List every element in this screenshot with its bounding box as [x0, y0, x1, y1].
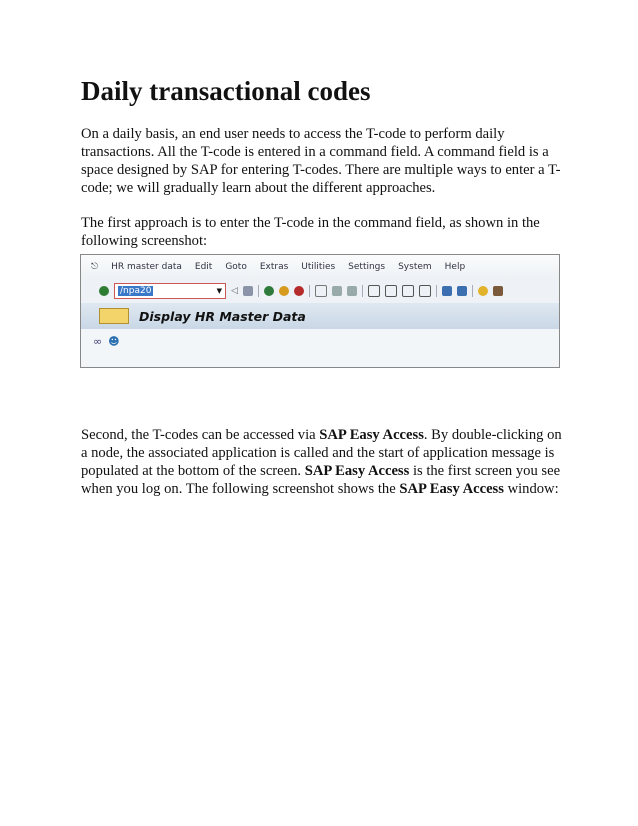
last-page-icon — [419, 285, 431, 297]
text-segment: is the first screen you see when you log on. The following screenshot shows the — [81, 463, 561, 497]
new-session-icon — [442, 286, 452, 296]
paragraph: The first approach is to enter the T-code in the command field, as shown in the following screenshot: — [81, 215, 540, 249]
text-segment: window: — [503, 481, 559, 497]
cancel-icon — [294, 286, 304, 296]
text-segment: . By double-clicking on a node, the associated application is called and the start of application message is populated at the bottom of the screen. — [81, 427, 562, 479]
screen-title: Display HR Master Data — [139, 308, 306, 324]
menu-item: Settings — [348, 262, 386, 272]
paragraph: On a daily basis, an end user needs to access the T-code to perform daily transactions. All the T-code is entered in a command field. A command field is a space designed by SAP for entering T-codes. There are multiple ways to enter a T-code; we will gradually learn about the different approaches. — [81, 126, 561, 196]
help-icon — [478, 286, 488, 296]
dropdown-icon: ▼ — [216, 287, 222, 295]
first-page-icon — [368, 285, 380, 297]
sap-toolbar — [81, 279, 559, 303]
menu-item: Edit — [194, 262, 213, 272]
menu-item: HR master data — [111, 262, 182, 272]
person-icon: ☻ — [108, 334, 120, 348]
menu-item: Goto — [225, 262, 247, 272]
paragraph — [81, 426, 563, 498]
section-heading: Daily transactional codes — [81, 76, 371, 106]
back-arrow-icon: ◁ — [231, 286, 238, 296]
menu-item: Utilities — [301, 262, 336, 272]
text-segment: Second, the T-codes can be accessed via — [81, 427, 320, 443]
menu-icon: ⎋ — [91, 262, 99, 272]
menu-item: Extras — [259, 262, 289, 272]
sap-application-toolbar — [81, 329, 559, 353]
exit-icon — [279, 286, 289, 296]
save-icon — [243, 286, 253, 296]
sap-menu-bar — [81, 255, 559, 279]
enter-check-icon — [99, 286, 109, 296]
menu-button-icon — [99, 308, 129, 324]
separator — [309, 285, 310, 297]
back-icon — [264, 286, 274, 296]
menu-item: System — [398, 262, 432, 272]
find-next-icon — [347, 286, 357, 296]
sap-screenshot — [80, 254, 560, 368]
print-icon — [315, 285, 327, 297]
separator — [362, 285, 363, 297]
bold-text: SAP Easy Access — [399, 481, 504, 497]
bold-text: SAP Easy Access — [304, 463, 410, 479]
sap-title-bar — [81, 303, 559, 329]
menu-item: Help — [444, 262, 466, 272]
separator — [436, 285, 437, 297]
command-field: /npa20 ▼ — [114, 283, 226, 299]
bold-text: SAP Easy Access — [319, 427, 424, 443]
separator — [472, 285, 473, 297]
next-page-icon — [402, 285, 414, 297]
previous-page-icon — [385, 285, 397, 297]
shortcut-icon — [457, 286, 467, 296]
separator — [258, 285, 259, 297]
layout-icon — [493, 286, 503, 296]
find-icon — [332, 286, 342, 296]
glasses-icon: ∞ — [93, 334, 103, 348]
